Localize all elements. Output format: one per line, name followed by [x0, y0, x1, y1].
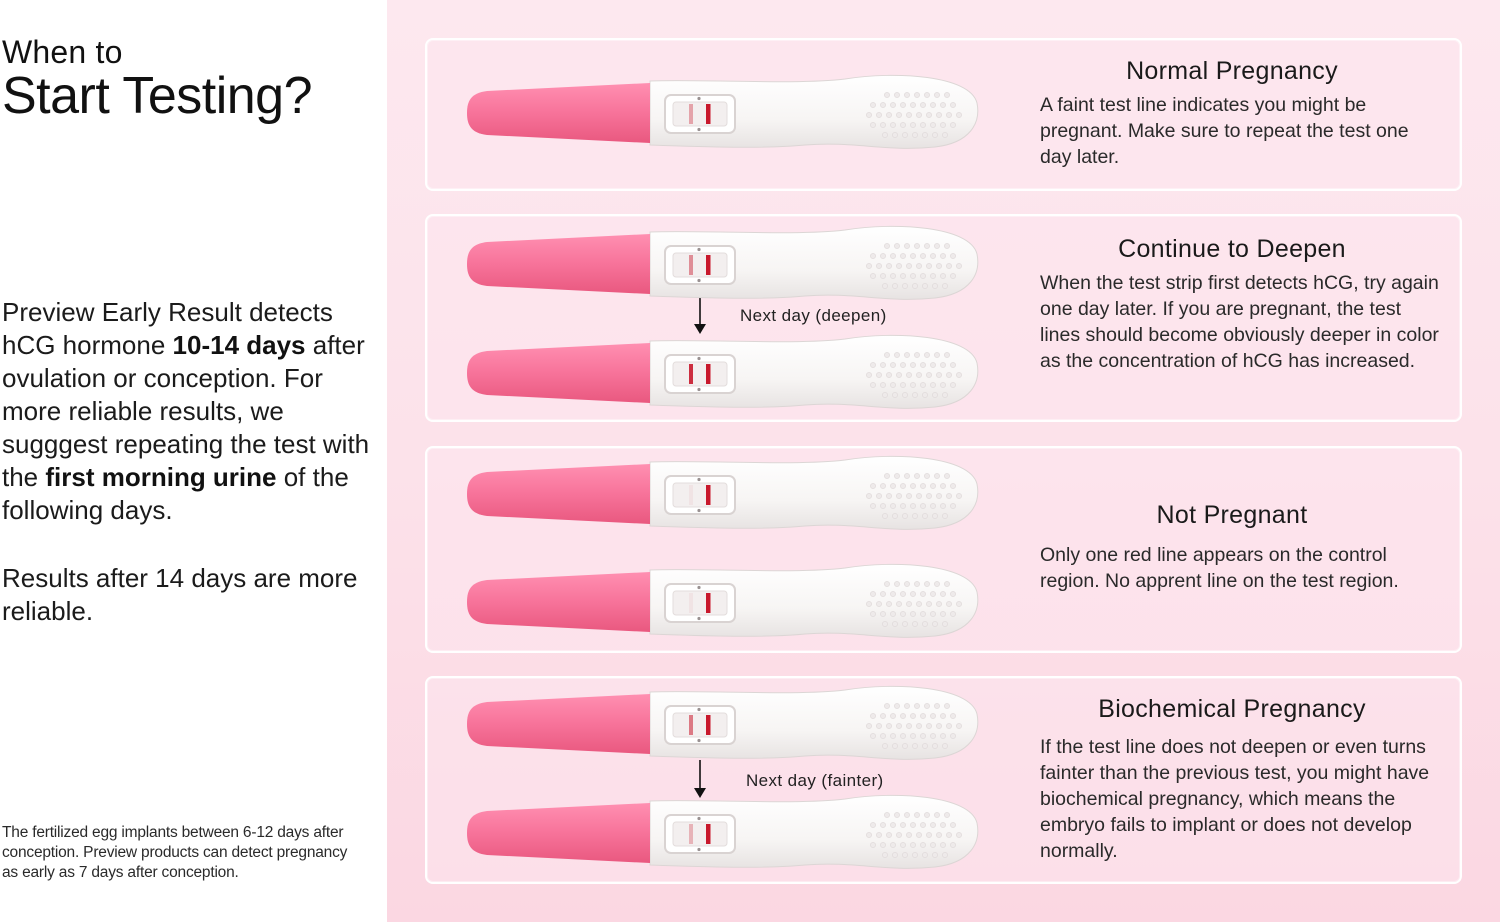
card-body-biochemical-pregnancy: If the test line does not deepen or even turns fainter than the previous test, you might have biochemical pregnancy, which means the embryo fails to implant or does not develop normally.: [1040, 736, 1430, 862]
next-day-deepen-label: Next day (deepen): [740, 306, 887, 325]
intro-text-1: Preview Early Result detects hCG hormone: [2, 297, 333, 360]
left-info-panel: [0, 0, 387, 922]
pregnancy-test-strip: [465, 562, 985, 642]
test-line: [689, 255, 693, 275]
heading-small: When to: [2, 34, 123, 70]
results-note: Results after 14 days are more reliable.: [2, 563, 358, 626]
card-body-continue-to-deepen: When the test strip first detects hCG, try again one day later. If you are pregnant, the test lines should become obviously deeper in color as the concentration of hCG has increased.: [1040, 272, 1439, 372]
card-body-normal-pregnancy: A faint test line indicates you might be pregnant. Make sure to repeat the test one day later.: [1040, 94, 1409, 168]
pregnancy-test-strip: [465, 684, 985, 764]
pregnancy-test-strip: [465, 454, 985, 534]
intro-paragraph: [2, 296, 382, 527]
intro-bold-urine: first morning urine: [45, 462, 277, 492]
next-day-fainter-label: Next day (fainter): [746, 771, 884, 790]
strip-cap: [467, 464, 650, 524]
card-title-continue-to-deepen: Continue to Deepen: [1118, 235, 1346, 263]
strip-cap: [467, 694, 650, 754]
control-line: [706, 255, 711, 275]
control-line: [706, 824, 711, 844]
pregnancy-test-strip: [465, 224, 985, 304]
control-line: [706, 364, 711, 384]
control-line: [706, 485, 711, 505]
pregnancy-test-strip: [465, 73, 985, 153]
strip-cap: [467, 572, 650, 632]
footnote: The fertilized egg implants between 6-12 days after conception. Preview products can detect pregnancy as early as 7 days after conception.: [2, 824, 348, 881]
test-line: [689, 593, 693, 613]
control-line: [706, 104, 711, 124]
test-line: [689, 824, 693, 844]
strip-cap: [467, 83, 650, 143]
control-line: [706, 593, 711, 613]
pregnancy-test-strip: [465, 333, 985, 413]
card-title-normal-pregnancy: Normal Pregnancy: [1126, 57, 1338, 85]
test-line: [689, 364, 693, 384]
card-title-not-pregnant: Not Pregnant: [1156, 501, 1308, 529]
intro-bold-days: 10-14 days: [172, 330, 306, 360]
intro-text-2: after ovulation or conception. For more reliable results, we sugggest repeating the test with the: [2, 330, 370, 492]
test-line: [689, 104, 693, 124]
card-body-not-pregnant: Only one red line appears on the control region. No apprent line on the test region.: [1040, 544, 1399, 592]
control-line: [706, 715, 711, 735]
card-title-biochemical-pregnancy: Biochemical Pregnancy: [1098, 695, 1366, 723]
test-line: [689, 715, 693, 735]
strip-cap: [467, 343, 650, 403]
intro-text-3: of the following days.: [2, 462, 349, 525]
heading-large: Start Testing?: [2, 67, 313, 125]
test-line: [689, 485, 693, 505]
pregnancy-test-strip: [465, 793, 985, 873]
strip-cap: [467, 803, 650, 863]
strip-cap: [467, 234, 650, 294]
